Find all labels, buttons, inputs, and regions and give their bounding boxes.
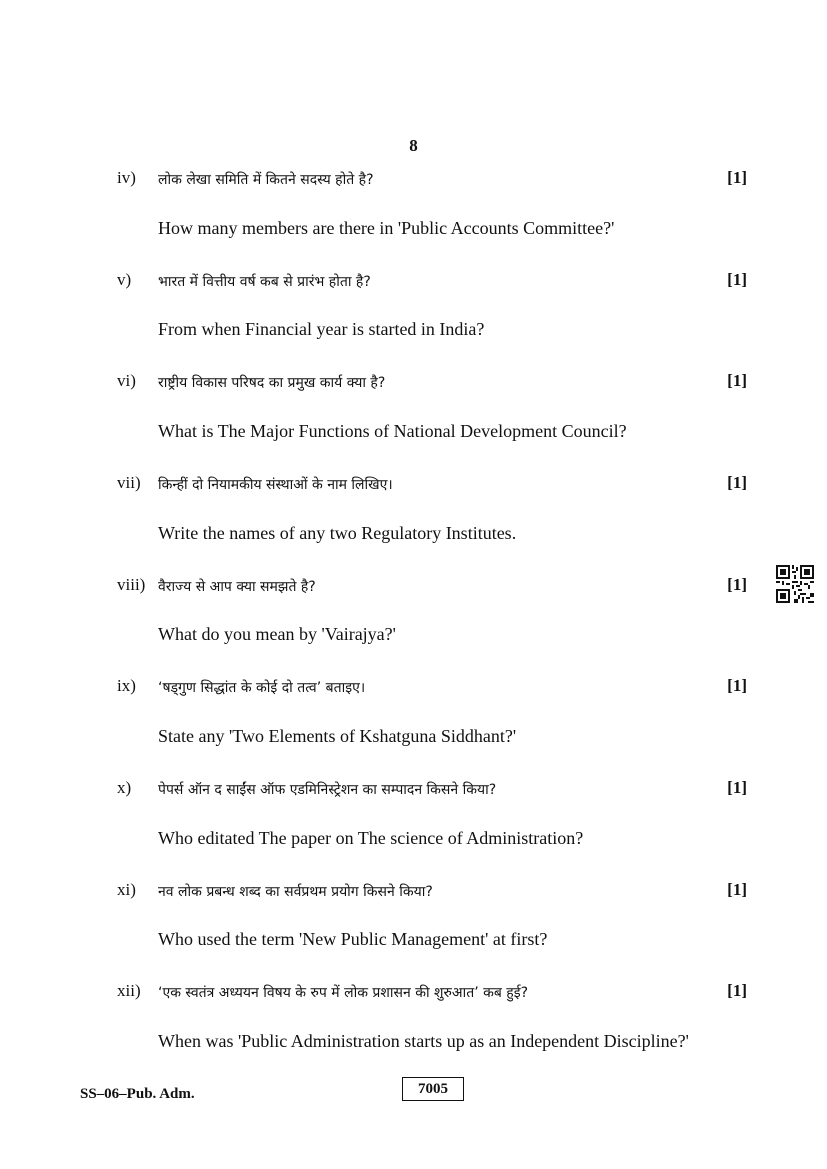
question-english: State any 'Two Elements of Kshatguna Siddhant?'	[158, 726, 517, 746]
question-marks: [1]	[727, 473, 747, 492]
question-hindi: पेपर्स ऑन द साईंस ऑफ एडमिनिस्ट्रेशन का सम्पादन किसने किया?	[158, 782, 497, 798]
question-english: From when Financial year is started in India?	[158, 319, 485, 339]
question-english: What is The Major Functions of National Development Council?	[158, 421, 627, 441]
question-english: Who used the term 'New Public Management' at first?	[158, 929, 548, 949]
question-marks: [1]	[727, 676, 747, 695]
question-marks: [1]	[727, 168, 747, 187]
question-number: ix)	[117, 676, 136, 695]
question-marks: [1]	[727, 778, 747, 797]
page-number: 8	[409, 136, 418, 155]
question-hindi: लोक लेखा समिति में कितने सदस्य होते है?	[158, 172, 374, 188]
question-hindi: राष्ट्रीय विकास परिषद का प्रमुख कार्य क्या है?	[158, 375, 386, 391]
question-hindi: ‘एक स्वतंत्र अध्ययन विषय के रुप में लोक प्रशासन की शुरुआत’ कब हुई?	[158, 985, 529, 1001]
question-hindi: नव लोक प्रबन्ध शब्द का सर्वप्रथम प्रयोग किसने किया?	[158, 884, 433, 900]
question-marks: [1]	[727, 880, 747, 899]
question-marks: [1]	[727, 981, 747, 1000]
question-marks: [1]	[727, 575, 747, 594]
question-hindi: वैराज्य से आप क्या समझते है?	[158, 579, 316, 595]
question-number: x)	[117, 778, 132, 797]
question-number: iv)	[117, 168, 136, 187]
paper-code: SS–06–Pub. Adm.	[80, 1086, 195, 1102]
question-number: xi)	[117, 880, 136, 899]
question-number: xii)	[117, 981, 141, 1000]
question-hindi: भारत में वित्तीय वर्ष कब से प्रारंभ होता है?	[158, 274, 371, 290]
question-english: Write the names of any two Regulatory Institutes.	[158, 523, 517, 543]
question-english: Who editated The paper on The science of Administration?	[158, 828, 584, 848]
question-number: viii)	[117, 575, 146, 594]
qr-code-icon	[776, 565, 814, 603]
question-english: How many members are there in 'Public Accounts Committee?'	[158, 218, 615, 238]
question-hindi: किन्हीं दो नियामकीय संस्थाओं के नाम लिखिए।	[158, 477, 393, 493]
question-english: What do you mean by 'Vairajya?'	[158, 624, 396, 644]
paper-number-box: 7005	[402, 1077, 464, 1101]
question-number: vii)	[117, 473, 141, 492]
question-marks: [1]	[727, 270, 747, 289]
question-hindi: ‘षड्गुण सिद्धांत के कोई दो तत्व’ बताइए।	[158, 680, 366, 696]
question-english: When was 'Public Administration starts up as an Independent Discipline?'	[158, 1031, 689, 1051]
question-marks: [1]	[727, 371, 747, 390]
question-number: v)	[117, 270, 132, 289]
question-number: vi)	[117, 371, 136, 390]
